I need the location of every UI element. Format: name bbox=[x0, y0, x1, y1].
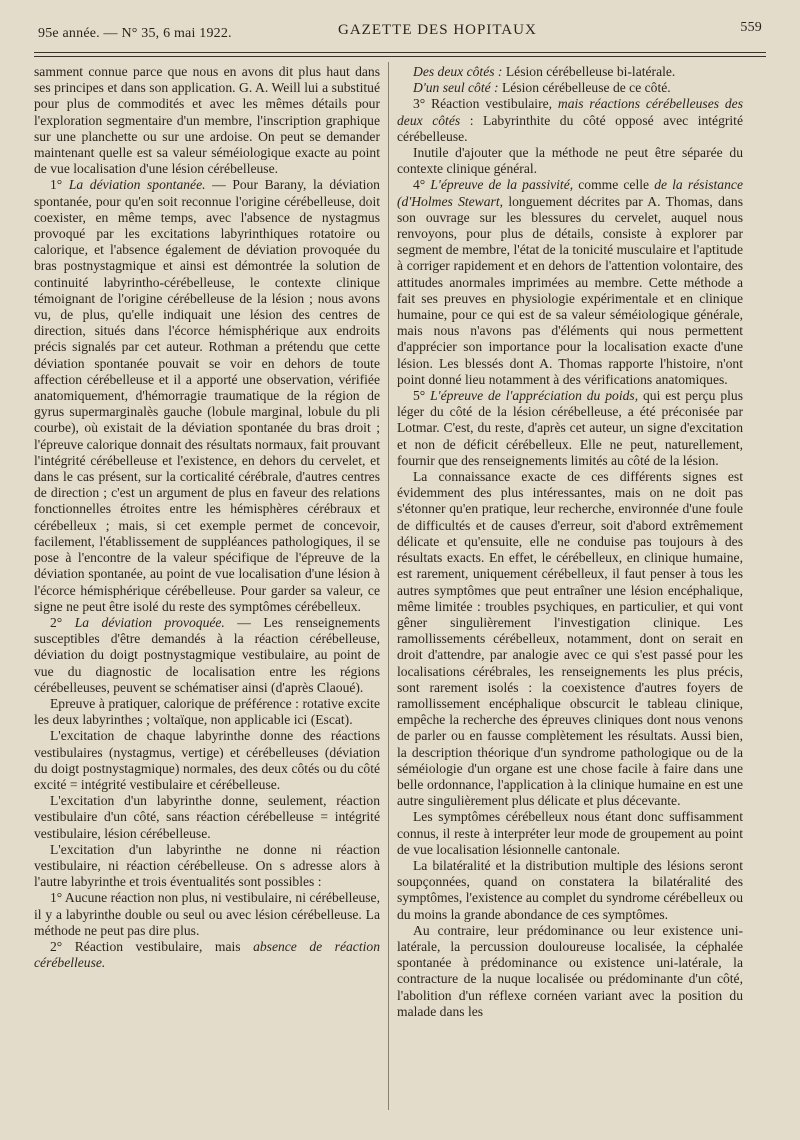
page-number: 559 bbox=[740, 20, 762, 35]
paragraph: La connaissance exacte de ces différents signes est évidemment des plus intéressantes, mais on ne doit pas s'étonner qu'en pratique, leur recherche, environnée d'une foule de difficultés et de causes d'erreur, soit d'abord extrêmement délicate et qu'ensuite, elle ne conduise pas toujours à des résultats exacts. En effet, le cérébelleux, en clinique humaine, est rarement, uniquement cérébelleux, il faut penser à tous les autres symptômes que peut entraîner une lésion encéphalique, même limitée : troubles psychiques, en particulier, et qui vont gêner singulièrement l'investigation clinique. Les ramollissements cérébelleux, notamment, dont on serait en droit d'attendre, par analogie avec ce qui s'est passé pour les localisations cérébrales, les renseignements les plus précis, sont rarement isolés : la coexistence d'autres foyers de ramollissement encéphalique obscurcit le tableau clinique, empêche la recherche des épreuves cliniques dont nous venons de parler ou en fausse complètement les résultats. Aussi bien, la description théorique d'un syndrome pathologique ou de la séméiologie d'un organe est une chose facile à faire dans une belle ordonnance, l'application à la clinique humaine en est une autre singulièrement plus délicate et plus décevante. bbox=[397, 469, 743, 809]
issue-info: 95e année. — N° 35, 6 mai 1922. bbox=[38, 26, 232, 41]
paragraph-spontaneous-deviation: 1° La déviation spontanée. — Pour Barany, la déviation spontanée, pour qu'en soit reconnue l'origine cérébelleuse, doit coexister, en même temps, avec l'absence de nystagmus provoqué par les excitations labyrinthiques rotatoire ou calorique, et l'absence également de déviation provoquée du bras postnystagmique et ainsi est démontrée la solution de continuité labyrintho-cérébelleuse, le contexte clinique témoignant de l'origine cérébelleuse de la lésion ; nous avons vu, de plus, qu'elle indiquait une lésion des centres de direction, situés dans l'écorce hémisphérique aux endroits précis signalés par cet auteur. Rothman a prétendu que cette déviation spontanée pouvait se voir en dehors de toute affection cérébelleuse et il a apporté une observation, vérifiée anatomiquement, d'hémorragie traumatique de la région de gyrus supermarginalès gauche (lobule marginal, lobule du pli courbe), où existait de la déviation spontanée du bras droit ; l'épreuve calorique donnait des résultats normaux, fait prouvant l'intégrité cérébelleuse et l'existence, en dehors du cervelet, et dans le cas présent, sur la corticalité cérébrale, d'autres centres de direction ; c'est un argument de plus en faveur des relations fonctionnelles étroites entre les hémisphères cérébraux et cérébelleux ; mais, si cet exemple permet de concevoir, facilement, l'établissement de suppléances pathologiques, il se pose à l'encontre de la valeur spécifique de l'épreuve de la déviation spontanée, au point de vue localisation d'une lésion à l'écorce hémisphérique cérébelleuse. Pour garder sa valeur, ce signe ne peut être isolé du reste des symptômes cérébelleux. bbox=[34, 177, 380, 614]
paragraph: Epreuve à pratiquer, calorique de préférence : rotative excite les deux labyrinthes ; voltaïque, non applicable ici (Escat). bbox=[34, 695, 380, 728]
paragraph: samment connue parce que nous en avons dit plus haut dans ses principes et dans son application. G. A. Weill lui a substitué pour plus de commodités et avec les mêmes détails pour l'exploration segmentaire d'un membre, l'inscription graphique sur une planchette ou sur une ardoise. On peut se demander maintenant quelle est sa valeur séméiologique exacte au point de vue localisation d'une lésion cérébelleuse. bbox=[34, 64, 380, 177]
paragraph: Des deux côtés : Lésion cérébelleuse bi-latérale. bbox=[413, 64, 676, 79]
paragraph: 1° Aucune réaction non plus, ni vestibulaire, ni cérébelleuse, il y a labyrinthe double ou seul ou avec lésion cérébelleuse. La méthode ne peut pas dire plus. bbox=[34, 890, 380, 938]
right-column bbox=[397, 64, 743, 1020]
column-divider bbox=[388, 62, 389, 1110]
paragraph: Inutile d'ajouter que la méthode ne peut être séparée du contexte clinique général. bbox=[397, 145, 743, 177]
paragraph: L'excitation d'un labyrinthe ne donne ni réaction vestibulaire, ni réaction cérébelleuse. On s adresse alors à l'autre labyrinthe et trois éventualités sont possibles : bbox=[34, 841, 380, 890]
journal-title: GAZETTE DES HOPITAUX bbox=[338, 22, 537, 38]
paragraph: D'un seul côté : Lésion cérébelleuse de ce côté. bbox=[413, 80, 671, 96]
paragraph-passivity: 4° L'épreuve de la passivité, comme celle de la résistance (d'Holmes Stewart, longuement décrites par A. Thomas, dans son ouvrage sur les blessures du cervelet, auquel nous renvoyons, pour plus de détails, consiste à explorer par segment de membre, l'état de la tonicité musculaire et l'aptitude à corriger rapidement et en dehors de l'attention volontaire, des attitudes anormales imprimées au membre. Cette méthode a fait ses preuves en physiologie expérimentale et en clinique humaine, pour ce qui est de sa valeur séméiologique générale, mais nous n'avons pas d'éléments qui nous permettent d'apprécier son importance pour la localisation exacte d'une lésion. Les blessés dont A. Thomas rapporte l'histoire, n'ont point donné lieu notamment à des vérifications anatomiques. bbox=[397, 177, 743, 387]
paragraph: La bilatéralité et la distribution multiple des lésions seront soupçonnées, quand on constatera la bilatéralité des symptômes, l'existence au complet du syndrome cérébelleux ou du moins la grande abondance de ces symptômes. bbox=[397, 857, 743, 922]
paragraph: Les symptômes cérébelleux nous étant donc suffisamment connus, il reste à interpréter leur mode de groupement au point de vue localisation lésionnelle cantonale. bbox=[397, 809, 743, 857]
header-rule-thin bbox=[34, 56, 766, 57]
paragraph: L'excitation de chaque labyrinthe donne des réactions vestibulaires (nystagmus, vertige) et cérébelleuses (déviation du doigt postnystagmique) normales, des deux côtés ou du côté excité = intégrité vestibulaire et cérébelleuse. bbox=[34, 728, 380, 792]
paragraph-weight: 5° L'épreuve de l'appréciation du poids, qui est perçu plus léger du côté de la lésion cérébelleuse, a été préconisée par Lotmar. C'est, du reste, d'après cet auteur, un signe d'excitation et non de déficit cérébelleux. Elle ne peut, naturellement, fournir que des renseignements limités au côté de la lésion. bbox=[397, 388, 743, 468]
header-rule bbox=[34, 52, 766, 53]
paragraph-provoked-deviation: 2° La déviation provoquée. — Les renseignements susceptibles d'être demandés à la réaction cérébelleuse, déviation du doigt postnystagmique vestibulaire, au point de vue du diagnostic de localisation entre les régions cérébelleuses, peuvent se schématiser ainsi (d'après Claoué). bbox=[34, 614, 380, 695]
left-column bbox=[34, 64, 380, 971]
paragraph: Au contraire, leur prédominance ou leur existence uni-latérale, la percussion douloureuse localisée, la céphalée spontanée à prédominance ou existence uni-latérale, la contracture de la nuque localisée ou prédominante d'un côté, l'abolition d'un réflexe cornéen variant avec la position du malade dans les bbox=[397, 922, 743, 1019]
paragraph: L'excitation d'un labyrinthe donne, seulement, réaction vestibulaire d'un côté, sans réaction cérébelleuse = intégrité vestibulaire, lésion cérébelleuse. bbox=[34, 793, 380, 841]
paragraph: 2° Réaction vestibulaire, mais absence de réaction cérébelleuse. bbox=[34, 938, 380, 971]
paragraph: 3° Réaction vestibulaire, mais réactions cérébelleuses des deux côtés : Labyrinthite du côté opposé avec intégrité cérébelleuse. bbox=[397, 96, 743, 144]
page-header bbox=[38, 20, 762, 46]
